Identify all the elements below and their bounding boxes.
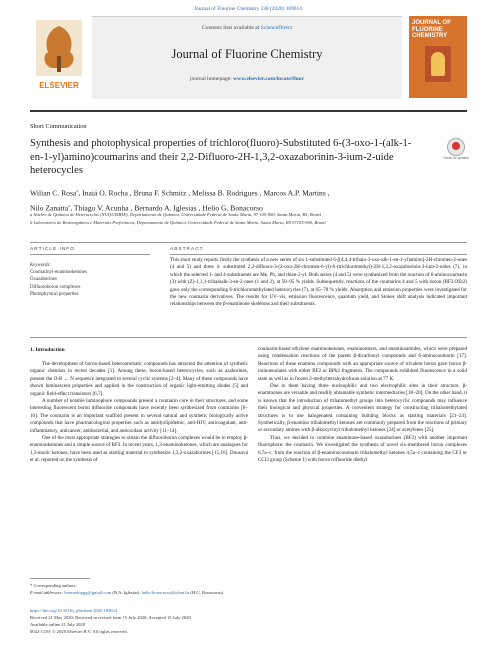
- affiliations: [30, 211, 460, 227]
- contents-prefix: Contents lists available at: [201, 25, 260, 31]
- journal-title: Journal of Fluorine Chemistry: [171, 47, 323, 61]
- affiliation-a: a Núcleo de Química de Heterociclos (NUQUIMHE), Departamento de Química, Universidade Federal de Santa Maria, 97 105-900, Santa Maria, RS, Brazil: [30, 212, 321, 217]
- contents-line: [92, 25, 402, 31]
- corresponding-note: * Corresponding authors.: [30, 583, 77, 588]
- email-link-1[interactable]: bernardopgg@gmail.com: [64, 590, 112, 595]
- journal-cover: [409, 16, 467, 98]
- paragraph: The development of boron-based heteroaromatic compounds has attracted the attention of synthetic organic chemists in recent decades [1]. Among these, boron-based heterocycles, such as azaborines, present the O-B ← N sequence integrated to several cyclic systems [2–4]. Many of these compounds have shown luminescent properties and applied in the construction of organic light-emitting diodes [5] and organic field-effect transistors [6,7].: [30, 361, 248, 397]
- received-dates: Received 21 May 2020; Received in revised form 15 July 2020; Accepted 15 July 2020: [30, 615, 191, 620]
- paragraph: Thus, we decided to combine enaminone-based oxazaborines (BF2) with another important fluorophore: the coumarin. We investigated the synthesis of novel six-membered boron complexes 6,7a–c, from the reaction of β-enaminocoumarin trihalomethyl ketones 4,5a–c containing the CF3 or CCl3 group (Scheme 1) with boron trifluoride diethyl: [258, 434, 467, 464]
- emails-label: E-mail addresses:: [30, 590, 64, 595]
- author-list: Wilian C. Rosa$^a$, Inaiá O. Rocha , Bruna F. Schmitz , Melissa B. Rodrigues , Marcos A.P. Martins , Nilo Zanatta$^a$, Thiago V. Acunha , Bernardo A. Iglesias , Helio G. Bonacorso: [30, 188, 330, 213]
- sciencedirect-link[interactable]: ScienceDirect: [260, 25, 293, 31]
- email-owner-2: (H.G. Bonacorso).: [190, 590, 225, 595]
- homepage-link[interactable]: www.elsevier.com/locate/fluor: [233, 76, 305, 82]
- homepage-line: [92, 76, 402, 82]
- crossmark-icon[interactable]: [447, 138, 465, 156]
- available-online: Available online 21 July 2020: [30, 622, 86, 627]
- paragraph: coumarin-based ethylene enaminoketones, enaminoesters, and enaminoamides, which were prepared using condensation reactions of the parent β-dicarbonyl compounds and 6-aminocoumarin [17]. Reactions of these enamino compounds with an appropriate source of trivalent boron gave boron β-iminoenolates with either BF2 or BPh2 fragments. The compounds exhibited fluorescence in a solid state as well as in frozen 2-methyltetrahydrofuran solution at 77 K.: [258, 346, 467, 382]
- journal-header: [30, 16, 467, 106]
- author-nilo[interactable]: Nilo Zanatta: [30, 203, 69, 213]
- cover-title: JOURNAL OF FLUORINE CHEMISTRY: [412, 20, 451, 39]
- keyword-item: Coumarinyl-enaminoketones: [30, 270, 87, 276]
- right-column: [258, 346, 467, 465]
- keyword-item: Photophysical properties: [30, 291, 79, 297]
- abstract-text: This short study reports firstly the synthesis of a new series of six 1-substituted 6-[(4,4,4-trihalo-3-oxo-alk-1-en-1-yl)amino]-2H-chromen-2-ones (4 and 5) and three 4- substituted 2,2-difluoro-3-(2-oxo-2H-chromen-6-yl)-6-(trichloromethyl)-2H-1,3,2-oxazaborinin-3-ium-2-uides (7), in which the selected 1- and 4-substituents are Me, Ph, and thien-2-yl. Both series (4 and 5) were synthesized from the reaction of 6-aminocoumarin (3) with (Z)-1,1,1-trihaloalk-3-en-2-ones (1 and 2), at 50–95 % yields. Subsequently, reactions of the coumarins 4 and 5 with boron (BF3.OEt2) gave only the corresponding 6-trichloromethylated heterocycles (7), at 65–78 % yields. Absorption and emission properties were investigated for the new coumarin derivatives. The results for UV–vis, emission fluorescence, quantum yield, and Stokes shift analysis indicated important relationships between the β-enaminone skeletons and their substituents.: [170, 257, 467, 308]
- authors-line-1: , Inaiá O. Rocha , Bruna F. Schmitz , Melissa B. Rodrigues , Marcos A.P. Martins ,: [78, 188, 330, 198]
- copyright: 0022-1139/ © 2020 Elsevier B.V. All rights reserved.: [30, 629, 128, 634]
- abstract-rule-bottom: [30, 337, 467, 338]
- homepage-label: journal homepage:: [189, 76, 232, 82]
- paragraph: A number of notable luminophore compounds present a coumarin core in their structures, and some interesting fluorescent boron difluoride compounds have recently been synthesized from coumarins [8–10]. The coumarin is an important scaffold present in several natural and synthetic biologically active compounds that have pharmacological properties such as antidyslipidemic, anti-HIV, anticoagulant, anti-inflammatory, anticancer, antibacterial, and antioxidant activity [11–14].: [30, 398, 248, 434]
- authors-line-2: , Thiago V. Acunha , Bernardo A. Iglesias , Helio G. Bonacorso: [70, 203, 263, 213]
- journal-banner: [92, 16, 402, 99]
- paragraph: Due to them having three nucleophilic and two electrophilic sites in their structure, β-enaminones are versatile and readily obtainable synthetic intermediaries [18–20]. On the other hand, it is known that the introduction of trihalomethyl groups into heterocyclic compounds may influence their biological and physical properties. A convenient strategy for constructing trihalomethylated structures is to use halogenated containing building blocks as starting materials [21–23]. Synthetically, β-enamino trihalomethyl ketones are commonly prepared from the reactions of primary or secondary amines with β-alkoxyvinyl trihalomethyl ketones [24] or acetylenes [25].: [258, 383, 467, 434]
- paper-title: Synthesis and photophysical properties of trichloro(fluoro)-Substituted 6-(3-oxo-1-(alk-1-en-1-yl)amino)coumarins and their 2,2-Difluoro-2H-1,3,2-oxazaborinin-3-ium-2-uide heterocycles: [30, 138, 412, 176]
- elsevier-wordmark: ELSEVIER: [39, 81, 79, 90]
- article-info-heading: ARTICLE INFO: [30, 247, 75, 252]
- email-line: [30, 589, 330, 596]
- abstract-heading: ABSTRACT: [170, 247, 204, 252]
- cover-art: [425, 46, 451, 82]
- author-first[interactable]: Wilian C. Rosa: [30, 188, 77, 198]
- email-owner-1: (B.A. Iglesias),: [112, 590, 141, 595]
- crossmark-label: Check for updates: [443, 156, 469, 160]
- email-link-2[interactable]: helio.bonacorso@ufsm.br: [141, 590, 190, 595]
- paragraph: One of the most appropriate strategies to obtain the difluoroboron complexes would be to employ β-enaminoketones and a simple source of BF3. In recent years, 1,3-enaminoketones, which are analogues for 1,3-enolic ketones, have been used as starting material to synthesize 1,3,2-oxazaborines [15,16]. Dousová et al. reported on the synthesis of: [30, 435, 248, 464]
- left-column: [30, 361, 248, 465]
- keywords-label: Keywords:: [30, 263, 52, 268]
- doi-link[interactable]: https://doi.org/10.1016/j.jfluchem.2020.109614: [30, 608, 118, 613]
- info-rule-top: [30, 242, 467, 243]
- journal-reference[interactable]: Journal of Fluorine Chemistry 238 (2020) 109614: [194, 6, 302, 12]
- footnotes: [30, 578, 330, 596]
- keyword-item: Difluoroboron complexes: [30, 284, 81, 290]
- affiliation-b: b Laboratório de Bioinorgânica e Materiais Porfirínicos, Departamento de Química, Universidade Federal de Santa Maria, Santa Maria, RS 97105-900, Brazil: [30, 220, 326, 225]
- info-rule-left: [30, 254, 150, 255]
- article-type: Short Communication: [30, 123, 87, 130]
- publication-info: [30, 607, 330, 635]
- header-rule: [30, 110, 467, 112]
- keyword-item: Oxazaborines: [30, 277, 57, 283]
- info-rule-right: [170, 254, 467, 255]
- section-heading-introduction: 1. Introduction: [30, 347, 65, 353]
- elsevier-logo: [30, 16, 88, 98]
- footnote-rule: [30, 578, 90, 579]
- keywords-block: [30, 262, 150, 298]
